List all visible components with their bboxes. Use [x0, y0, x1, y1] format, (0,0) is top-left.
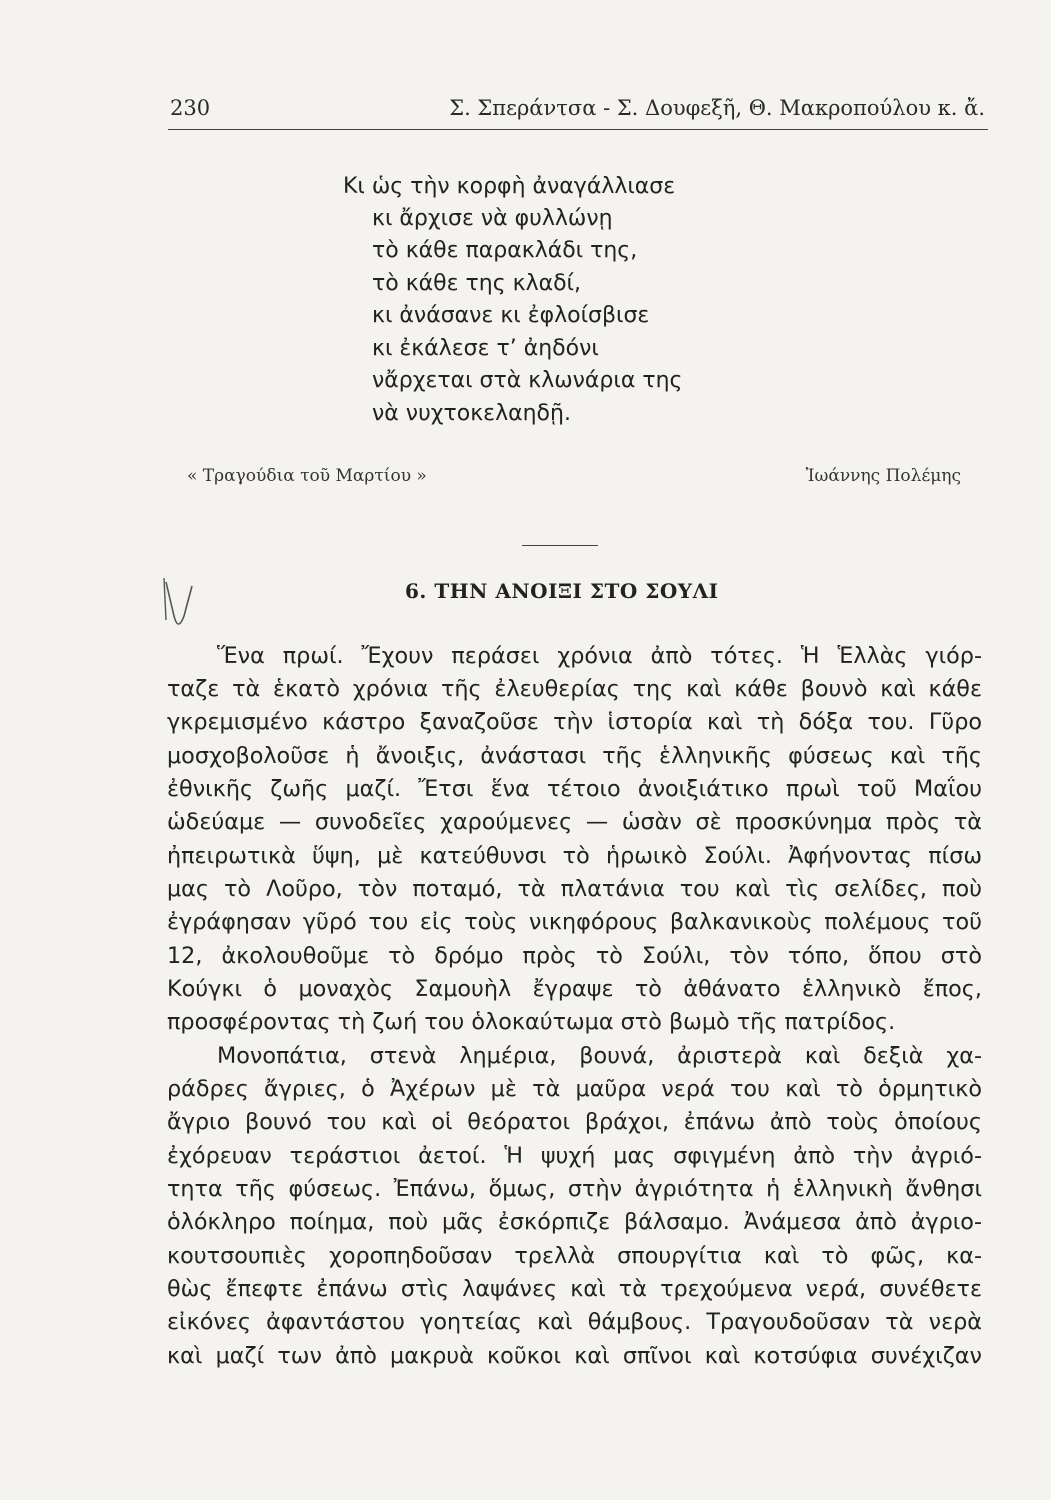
text-line: ταζε τὰ ἑκατὸ χρόνια τῆς ἐλευθερίας της καὶ κάθε βουνὸ καὶ κάθε [167, 676, 982, 702]
poem-line: νὰ νυχτοκελαηδῇ. [372, 401, 571, 426]
poem-line: τὸ κάθε παρακλάδι της, [372, 238, 638, 263]
text-line: προσφέροντας τὴ ζωή του ὁλοκαύτωμα στὸ βωμὸ τῆς πατρίδος. [167, 1009, 896, 1035]
poem-source: « Τραγούδια τοῦ Μαρτίου » [187, 466, 427, 486]
text-line: μοσχοβολοῦσε ἡ ἄνοιξις, ἀνάστασι τῆς ἑλληνικῆς φύσεως καὶ τῆς [167, 743, 982, 769]
text-line: ἐθνικῆς ζωῆς μαζί. Ἔτσι ἕνα τέτοιο ἀνοιξιάτικο πρωὶ τοῦ Μαΐου [167, 776, 982, 802]
text-line: ἠπειρωτικὰ ὕψη, μὲ κατεύθυνσι τὸ ἡρωικὸ Σούλι. Ἀφήνοντας πίσω [167, 843, 982, 869]
text-line: Μονοπάτια, στενὰ λημέρια, βουνά, ἀριστερὰ καὶ δεξιὰ χα- [217, 1043, 982, 1069]
poem-line: νἄρχεται στὰ κλωνάρια της [372, 368, 683, 393]
section-title: 6. ΤΗΝ ΑΝΟΙΞΙ ΣΤΟ ΣΟΥΛΙ [405, 579, 719, 603]
section-heading [0, 576, 1051, 612]
text-line: γκρεμισμένο κάστρο ξαναζοῦσε τὴν ἱστορία καὶ τὴ δόξα του. Γῦρο [167, 709, 982, 735]
text-line: κουτσουπιὲς χοροπηδοῦσαν τρελλὰ σπουργίτια καὶ τὸ φῶς, κα- [167, 1243, 982, 1269]
poem-line: κι ἄρχισε νὰ φυλλώνῃ [372, 206, 613, 231]
text-line: Ἕνα πρωί. Ἔχουν περάσει χρόνια ἀπὸ τότες. Ἡ Ἑλλὰς γιόρ- [217, 643, 982, 669]
text-line: 12, ἀκολουθοῦμε τὸ δρόμο πρὸς τὸ Σούλι, τὸν τόπο, ὅπου στὸ [167, 943, 982, 969]
text-line: Κούγκι ὁ μοναχὸς Σαμουὴλ ἔγραψε τὸ ἀθάνατο ἑλληνικὸ ἔπος, [167, 976, 982, 1002]
text-line: ὁλόκληρο ποίημα, ποὺ μᾶς ἐσκόρπιζε βάλσαμο. Ἀνάμεσα ἀπὸ ἀγριο- [167, 1209, 982, 1235]
text-line: τητα τῆς φύσεως. Ἐπάνω, ὅμως, στὴν ἀγριότητα ἡ ἑλληνικὴ ἄνθησι [167, 1176, 982, 1202]
text-line: μας τὸ Λοῦρο, τὸν ποταμό, τὰ πλατάνια του καὶ τὶς σελίδες, ποὺ [167, 876, 982, 902]
page-number: 230 [170, 96, 211, 120]
text-line: ἐγράφησαν γῦρό του εἰς τοὺς νικηφόρους βαλκανικοὺς πολέμους τοῦ [167, 909, 982, 935]
running-title: Σ. Σπεράντσα - Σ. Δουφεξῆ, Θ. Μακροπούλου κ. ἄ. [449, 96, 985, 120]
text-line: ἐχόρευαν τεράστιοι ἀετοί. Ἡ ψυχή μας σφιγμένη ἀπὸ τὴν ἀγριό- [167, 1143, 982, 1169]
text-line: ὡδεύαμε — συνοδεῖες χαρούμενες — ὡσὰν σὲ προσκύνημα πρὸς τὰ [167, 809, 982, 835]
text-line: ἄγριο βουνό του καὶ οἱ θεόρατοι βράχοι, ἐπάνω ἀπὸ τοὺς ὁποίους [167, 1109, 982, 1135]
poem-line: Κι ὡς τὴν κορφὴ ἀναγάλλιασε [343, 174, 676, 199]
text-line: εἰκόνες ἀφαντάστου γοητείας καὶ θάμβους. Τραγουδοῦσαν τὰ νερὰ [167, 1309, 982, 1335]
poem-line: κι ἀνάσανε κι ἐφλοίσβισε [372, 303, 650, 328]
poem-line: τὸ κάθε της κλαδί, [372, 271, 581, 296]
header-rule [168, 129, 988, 130]
poem-line: κι ἐκάλεσε τ’ ἀηδόνι [372, 336, 599, 361]
text-line: θὼς ἔπεφτε ἐπάνω στὶς λαψάνες καὶ τὰ τρεχούμενα νερά, συνέθετε [167, 1276, 982, 1302]
text-line: καὶ μαζί των ἀπὸ μακρυὰ κοῦκοι καὶ σπῖνοι καὶ κοτσύφια συνέχιζαν [167, 1343, 982, 1369]
handwritten-check-mark [160, 576, 204, 646]
text-line: ράδρες ἄγριες, ὁ Ἀχέρων μὲ τὰ μαῦρα νερά του καὶ τὸ ὁρμητικὸ [167, 1076, 982, 1102]
section-divider [522, 545, 598, 546]
poem-author: Ἰωάννης Πολέμης [805, 466, 961, 486]
running-head [170, 96, 985, 126]
